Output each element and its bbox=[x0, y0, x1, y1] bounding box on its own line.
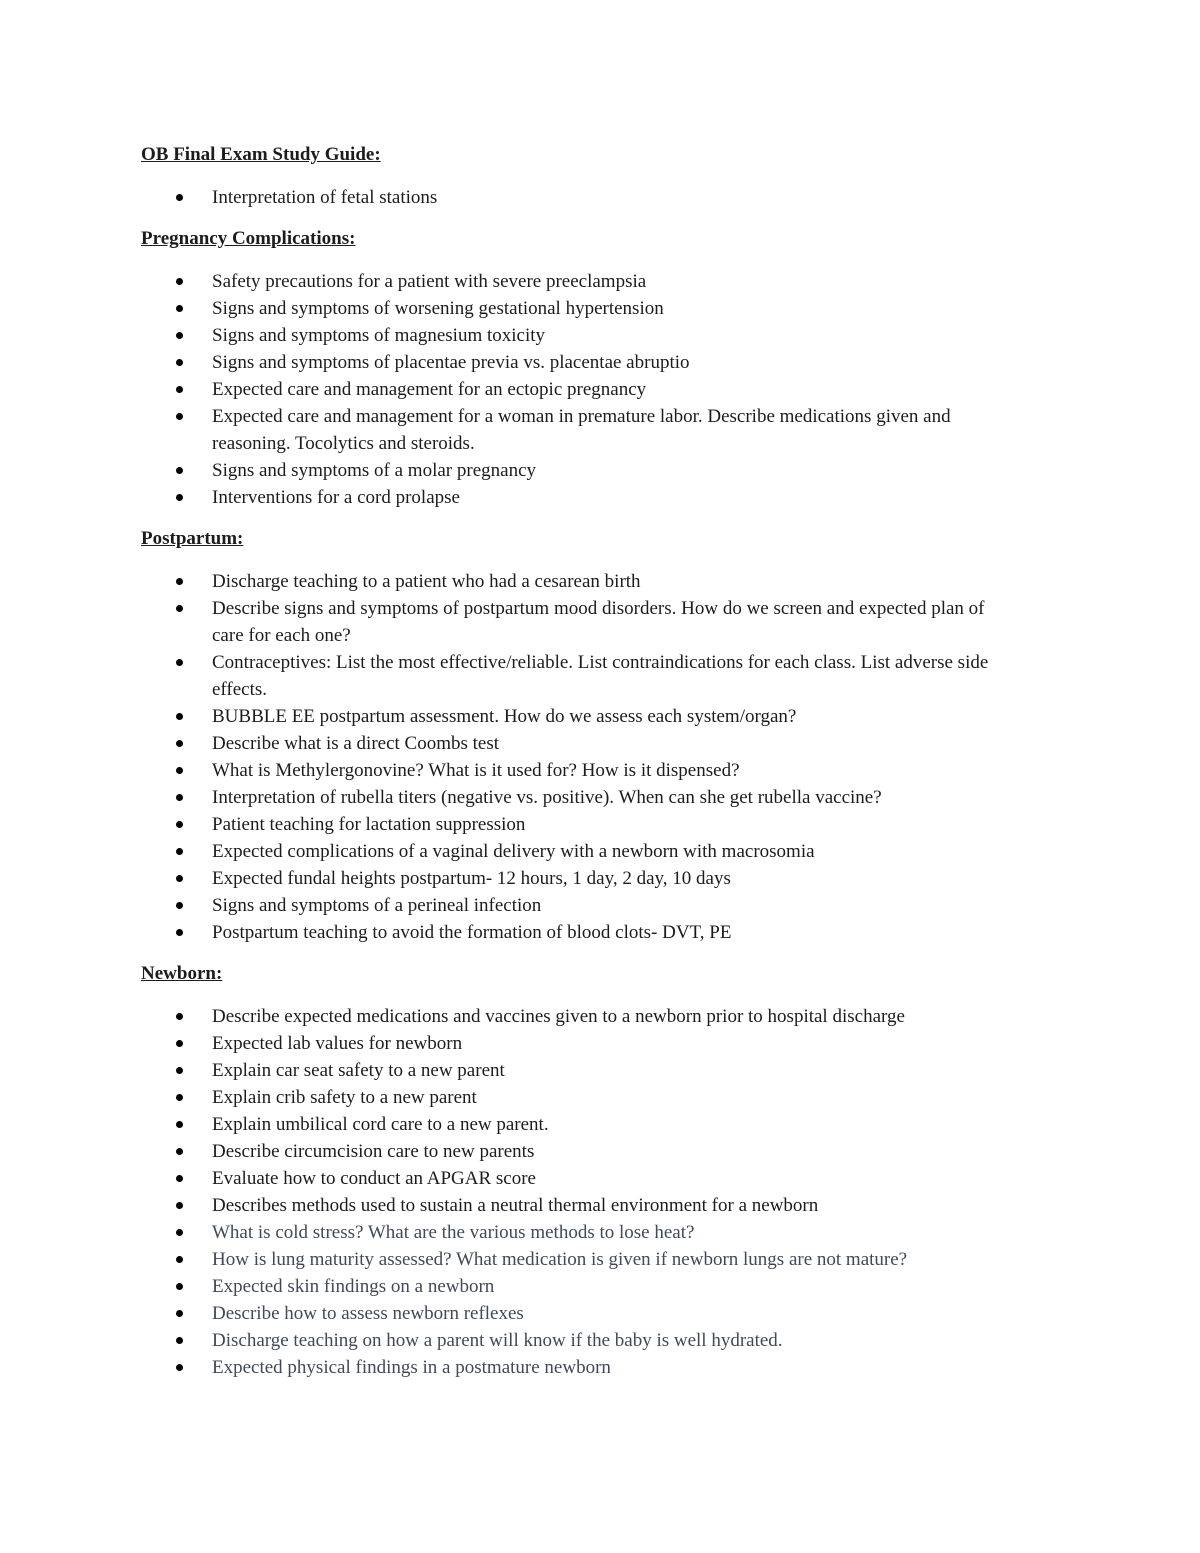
document-title: OB Final Exam Study Guide: bbox=[141, 144, 381, 165]
bullet-icon bbox=[176, 1310, 183, 1317]
list-item: Interpretation of fetal stations bbox=[141, 184, 991, 211]
bullet-icon bbox=[176, 875, 183, 882]
list-item: How is lung maturity assessed? What medication is given if newborn lungs are not mature? bbox=[141, 1246, 991, 1273]
bullet-icon bbox=[176, 1283, 183, 1290]
list-item: Discharge teaching on how a parent will know if the baby is well hydrated. bbox=[141, 1327, 991, 1354]
list-item: Contraceptives: List the most effective/reliable. List contraindications for each class. List adverse side effects. bbox=[141, 649, 991, 703]
bullet-icon bbox=[176, 659, 183, 666]
bullet-icon bbox=[176, 713, 183, 720]
list-item: Describe circumcision care to new parents bbox=[141, 1138, 991, 1165]
bullet-icon bbox=[176, 605, 183, 612]
list-item: Expected complications of a vaginal delivery with a newborn with macrosomia bbox=[141, 838, 991, 865]
list-item: Evaluate how to conduct an APGAR score bbox=[141, 1165, 991, 1192]
list-item: Expected lab values for newborn bbox=[141, 1030, 991, 1057]
bullet-icon bbox=[176, 740, 183, 747]
bullet-icon bbox=[176, 1121, 183, 1128]
list-item: Expected skin findings on a newborn bbox=[141, 1273, 991, 1300]
list-item: What is Methylergonovine? What is it used for? How is it dispensed? bbox=[141, 757, 991, 784]
list-item: Safety precautions for a patient with severe preeclampsia bbox=[141, 268, 991, 295]
bullet-icon bbox=[176, 278, 183, 285]
list-item: Describe what is a direct Coombs test bbox=[141, 730, 991, 757]
bullet-icon bbox=[176, 1202, 183, 1209]
bullet-icon bbox=[176, 767, 183, 774]
bullet-icon bbox=[176, 1256, 183, 1263]
bullet-icon bbox=[176, 1148, 183, 1155]
bullet-icon bbox=[176, 359, 183, 366]
newborn-list bbox=[141, 1003, 1080, 1381]
list-item: Describes methods used to sustain a neutral thermal environment for a newborn bbox=[141, 1192, 991, 1219]
bullet-icon bbox=[176, 1229, 183, 1236]
list-item: Describe how to assess newborn reflexes bbox=[141, 1300, 991, 1327]
intro-list bbox=[141, 184, 1080, 211]
list-item: Explain umbilical cord care to a new parent. bbox=[141, 1111, 991, 1138]
list-item: Postpartum teaching to avoid the formation of blood clots- DVT, PE bbox=[141, 919, 991, 946]
bullet-icon bbox=[176, 332, 183, 339]
bullet-icon bbox=[176, 848, 183, 855]
bullet-icon bbox=[176, 194, 183, 201]
bullet-icon bbox=[176, 578, 183, 585]
section-postpartum bbox=[141, 527, 1080, 946]
bullet-icon bbox=[176, 1013, 183, 1020]
section-heading: Postpartum: bbox=[141, 528, 244, 549]
list-item: Expected care and management for an ectopic pregnancy bbox=[141, 376, 991, 403]
bullet-icon bbox=[176, 305, 183, 312]
bullet-icon bbox=[176, 1364, 183, 1371]
list-item: Signs and symptoms of a molar pregnancy bbox=[141, 457, 991, 484]
list-item: Patient teaching for lactation suppression bbox=[141, 811, 991, 838]
list-item: Expected care and management for a woman in premature labor. Describe medications given and reasoning. Tocolytics and steroids. bbox=[141, 403, 991, 457]
section-heading: Pregnancy Complications: bbox=[141, 228, 356, 249]
bullet-icon bbox=[176, 902, 183, 909]
list-item: Discharge teaching to a patient who had a cesarean birth bbox=[141, 568, 991, 595]
list-item: Expected fundal heights postpartum- 12 hours, 1 day, 2 day, 10 days bbox=[141, 865, 991, 892]
section-newborn bbox=[141, 962, 1080, 1381]
list-item: Interventions for a cord prolapse bbox=[141, 484, 991, 511]
list-item: Signs and symptoms of magnesium toxicity bbox=[141, 322, 991, 349]
list-item: BUBBLE EE postpartum assessment. How do we assess each system/organ? bbox=[141, 703, 991, 730]
bullet-icon bbox=[176, 1040, 183, 1047]
bullet-icon bbox=[176, 794, 183, 801]
list-item: What is cold stress? What are the various methods to lose heat? bbox=[141, 1219, 991, 1246]
list-item: Signs and symptoms of worsening gestational hypertension bbox=[141, 295, 991, 322]
list-item: Signs and symptoms of a perineal infection bbox=[141, 892, 991, 919]
pregnancy-complications-list bbox=[141, 268, 1080, 511]
list-item: Interpretation of rubella titers (negative vs. positive). When can she get rubella vaccine? bbox=[141, 784, 991, 811]
bullet-icon bbox=[176, 1337, 183, 1344]
list-item: Explain car seat safety to a new parent bbox=[141, 1057, 991, 1084]
bullet-icon bbox=[176, 467, 183, 474]
list-item: Describe signs and symptoms of postpartum mood disorders. How do we screen and expected plan of care for each one? bbox=[141, 595, 991, 649]
bullet-icon bbox=[176, 1094, 183, 1101]
bullet-icon bbox=[176, 494, 183, 501]
section-heading: Newborn: bbox=[141, 963, 223, 984]
bullet-icon bbox=[176, 929, 183, 936]
bullet-icon bbox=[176, 821, 183, 828]
postpartum-list bbox=[141, 568, 1080, 946]
bullet-icon bbox=[176, 1067, 183, 1074]
bullet-icon bbox=[176, 413, 183, 420]
list-item: Expected physical findings in a postmature newborn bbox=[141, 1354, 991, 1381]
list-item: Explain crib safety to a new parent bbox=[141, 1084, 991, 1111]
bullet-icon bbox=[176, 1175, 183, 1182]
list-item: Signs and symptoms of placentae previa vs. placentae abruptio bbox=[141, 349, 991, 376]
list-item: Describe expected medications and vaccines given to a newborn prior to hospital discharge bbox=[141, 1003, 991, 1030]
section-pregnancy-complications bbox=[141, 227, 1080, 511]
bullet-icon bbox=[176, 386, 183, 393]
